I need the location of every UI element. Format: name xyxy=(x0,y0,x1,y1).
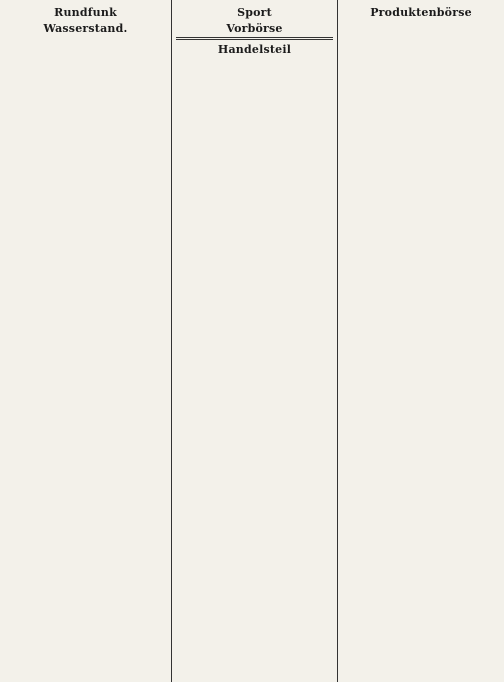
column-3 xyxy=(338,0,504,682)
column-1 xyxy=(0,0,172,682)
divider xyxy=(176,37,333,40)
section-heading-handelsteil: Handelsteil xyxy=(217,43,292,57)
column-2 xyxy=(172,0,338,682)
section-heading-wasserstand: Wasserstand. xyxy=(43,22,128,35)
section-heading-sport: Sport xyxy=(237,6,272,19)
section-heading-vorborse: Vorbörse xyxy=(226,22,283,35)
section-heading-rundfunk: Rundfunk xyxy=(54,6,117,19)
section-heading-produktenborse: Produktenbörse xyxy=(370,6,472,19)
